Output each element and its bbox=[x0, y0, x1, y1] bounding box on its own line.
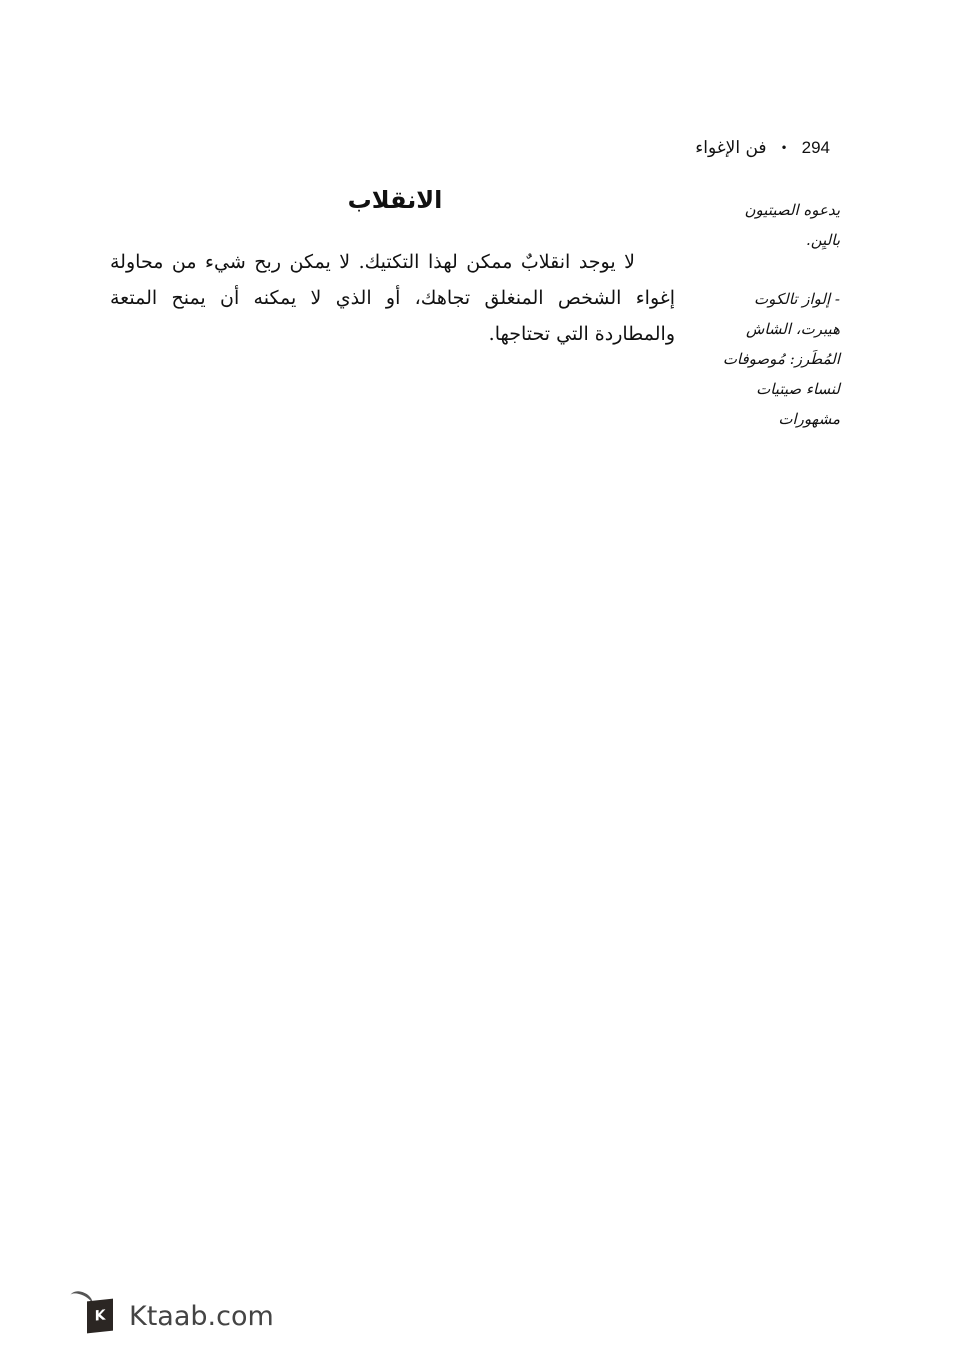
section-title: الانقلاب bbox=[347, 186, 443, 214]
running-header bbox=[695, 138, 830, 158]
body-paragraph: لا يوجد انقلابٌ ممكن لهذا التكتيك. لا يمكن ربح شيء من محاولة إغواء الشخص المنغلق تجاهك، أو الذي لا يمكنه أن يمنح المتعة والمطاردة التي تحتاجها. bbox=[110, 251, 675, 345]
book-icon bbox=[65, 1290, 117, 1342]
logo-text: Ktaab.com bbox=[129, 1300, 274, 1332]
margin-note-2: - إلواز تالكوت هيبرت، الشاش المُطَرز: مُوصوفات لنساء صيتيات مشهورات bbox=[722, 290, 840, 428]
page-number: 294 bbox=[801, 138, 830, 157]
book-title: فن الإغواء bbox=[695, 138, 767, 158]
margin-note-1: يدعوه الصيتيون باليِن. bbox=[744, 201, 840, 249]
logo-letter: K bbox=[87, 1299, 113, 1334]
ktaab-logo bbox=[65, 1290, 274, 1342]
bullet-separator: • bbox=[780, 141, 788, 155]
